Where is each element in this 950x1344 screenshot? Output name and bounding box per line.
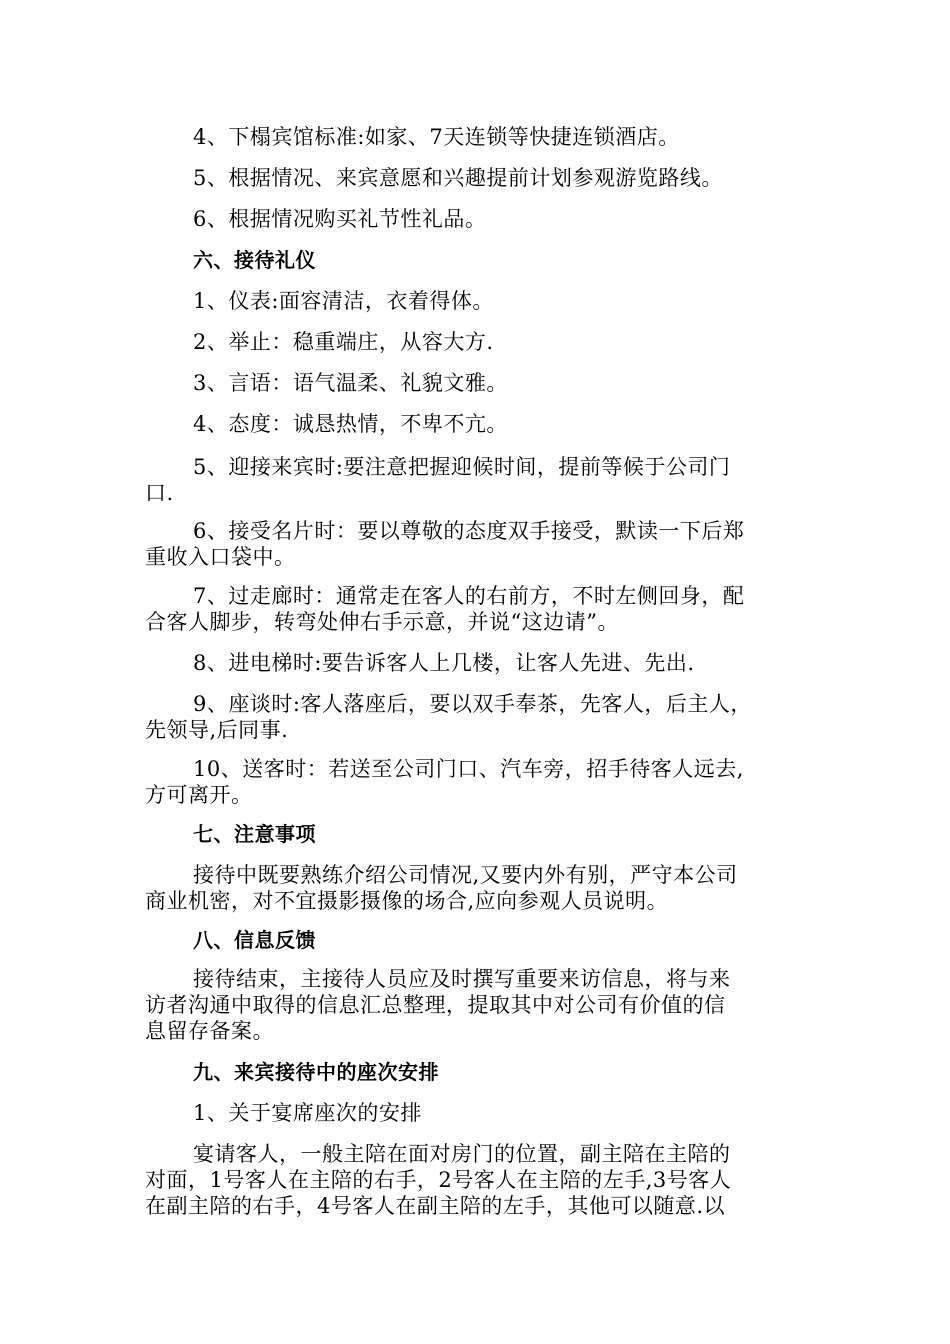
paragraph-line: 6、接受名片时：要以尊敬的态度双手接受，默读一下后郑: [193, 519, 745, 543]
paragraph-line: 接待结束，主接待人员应及时撰写重要来访信息，将与来: [193, 967, 731, 991]
paragraph-line: 7、过走廊时：通常走在客人的右前方，不时左侧回身，配: [193, 584, 745, 608]
list-item: 4、下榻宾馆标准:如家、7天连锁等快捷连锁酒店。: [193, 125, 680, 149]
subheading: 1、关于宴席座次的安排: [193, 1101, 422, 1125]
list-item: 3、言语：语气温柔、礼貌文雅。: [193, 371, 508, 395]
list-item: 4、态度：诚恳热情，不卑不亢。: [193, 412, 508, 436]
section-heading: 六、接待礼仪: [193, 248, 316, 272]
paragraph-line: 方可离开。: [145, 783, 253, 807]
paragraph-line: 息留存备案。: [145, 1019, 274, 1043]
paragraph-line: 宴请客人，一般主陪在面对房门的位置，副主陪在主陪的: [193, 1142, 731, 1166]
list-item: 6、根据情况购买礼节性礼品。: [193, 207, 487, 231]
paragraph-line: 合客人脚步，转弯处伸右手示意，并说“这边请”。: [145, 610, 619, 634]
paragraph-line: 重收入口袋中。: [145, 545, 296, 569]
paragraph-line: 访者沟通中取得的信息汇总整理，提取其中对公司有价值的信: [145, 993, 726, 1017]
list-item: 8、进电梯时:要告诉客人上几楼，让客人先进、先出.: [193, 651, 695, 675]
paragraph-line: 5、迎接来宾时:要注意把握迎候时间，提前等候于公司门: [193, 455, 731, 479]
paragraph-line: 10、送客时：若送至公司门口、汽车旁，招手待客人远去,: [193, 757, 744, 781]
list-item: 2、举止：稳重端庄，从容大方.: [193, 330, 494, 354]
paragraph-line: 9、座谈时:客人落座后，要以双手奉茶，先客人，后主人，: [193, 692, 752, 716]
paragraph-line: 口.: [145, 481, 174, 505]
list-item: 5、根据情况、来宾意愿和兴趣提前计划参观游览路线。: [193, 166, 723, 190]
paragraph-line: 商业机密，对不宜摄影摄像的场合,应向参观人员说明。: [145, 889, 669, 913]
section-heading: 九、来宾接待中的座次安排: [193, 1060, 439, 1084]
paragraph-line: 先领导,后同事.: [145, 718, 289, 742]
paragraph-line: 对面，1号客人在主陪的右手，2号客人在主陪的左手,3号客人: [145, 1168, 732, 1192]
section-heading: 七、注意事项: [193, 822, 316, 846]
section-heading: 八、信息反馈: [193, 928, 316, 952]
list-item: 1、仪表:面容清洁，衣着得体。: [193, 289, 494, 313]
paragraph-line: 在副主陪的右手，4号客人在副主陪的左手，其他可以随意.以: [145, 1194, 726, 1218]
paragraph-line: 接待中既要熟练介绍公司情况,又要内外有别，严守本公司: [193, 863, 738, 887]
